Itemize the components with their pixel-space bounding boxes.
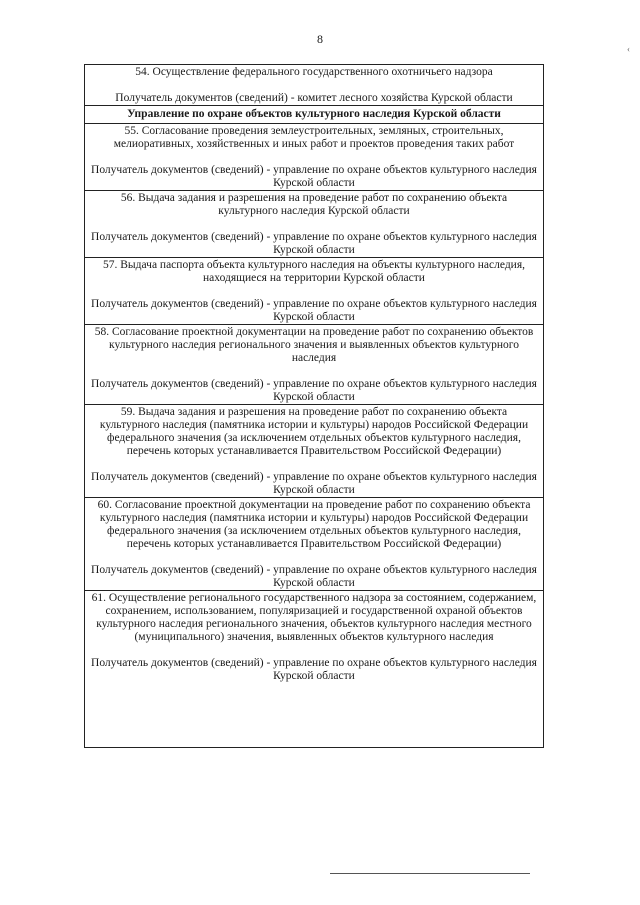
item-title: 58. Согласование проектной документации на проведение работ по сохранению объектов культурного наследия регионального значения и выявленных объектов культурного наследия (94, 326, 534, 364)
table-row (85, 591, 544, 748)
table-row (85, 124, 544, 191)
table-cell (85, 258, 544, 325)
section-heading: Управление по охране объектов культурного наследия Курской области (85, 106, 544, 124)
item-recipient: Получатель документов (сведений) - управление по охране объектов культурного наследия Курской области (91, 471, 537, 496)
item-title: 55. Согласование проведения землеустроительных, земляных, строительных, мелиоративных, хозяйственных и иных работ и проектов проведения таких работ (113, 125, 515, 150)
item-title: 59. Выдача задания и разрешения на проведение работ по сохранению объекта культурного наследия (памятника истории и культуры) народов Российской Федерации федерального значения (за исключением отдельных объектов культурного наследия, перечень которых устанавливается Правительством Российской Федерации) (99, 406, 529, 457)
table-cell (85, 191, 544, 258)
table-cell (85, 591, 544, 748)
item-title: 60. Согласование проектной документации на проведение работ по сохранению объекта культурного наследия (памятника истории и культуры) народов Российской Федерации федерального значения (за исключением отдельных объектов культурного наследия, перечень которых устанавливается Правительством Российской Федерации) (97, 499, 531, 550)
table-cell (85, 124, 544, 191)
table-row (85, 405, 544, 498)
table-row (85, 325, 544, 405)
table-row (85, 498, 544, 591)
services-table (84, 64, 544, 748)
table-cell (85, 325, 544, 405)
table-cell (85, 405, 544, 498)
item-title: 54. Осуществление федерального государственного охотничьего надзора (135, 66, 493, 78)
item-title: 56. Выдача задания и разрешения на проведение работ по сохранению объекта культурного наследия Курской области (120, 192, 508, 217)
item-recipient: Получатель документов (сведений) - управление по охране объектов культурного наследия Курской области (91, 231, 537, 256)
table-cell (85, 65, 544, 106)
edge-mark: ‹ (627, 44, 630, 54)
item-recipient: Получатель документов (сведений) - комитет лесного хозяйства Курской области (115, 92, 513, 104)
section-row (85, 106, 544, 124)
page-number: 8 (317, 32, 323, 46)
footer-rule (330, 873, 530, 874)
table-row (85, 258, 544, 325)
table-cell (85, 498, 544, 591)
item-title: 61. Осуществление регионального государственного надзора за состоянием, содержанием, сохранением, использованием, популяризацией и государственной охраной объектов культурного наследия регионального значения, объектов культурного наследия местного (муниципального) значения, выявленных объектов культурного наследия (91, 592, 537, 643)
item-recipient: Получатель документов (сведений) - управление по охране объектов культурного наследия Курской области (91, 564, 537, 589)
item-recipient: Получатель документов (сведений) - управление по охране объектов культурного наследия Курской области (91, 164, 537, 189)
item-recipient: Получатель документов (сведений) - управление по охране объектов культурного наследия Курской области (91, 657, 537, 682)
table-row (85, 65, 544, 106)
item-recipient: Получатель документов (сведений) - управление по охране объектов культурного наследия Курской области (91, 298, 537, 323)
table-row (85, 191, 544, 258)
item-recipient: Получатель документов (сведений) - управление по охране объектов культурного наследия Курской области (91, 378, 537, 403)
item-title: 57. Выдача паспорта объекта культурного наследия на объекты культурного наследия, находящиеся на территории Курской области (103, 259, 525, 284)
